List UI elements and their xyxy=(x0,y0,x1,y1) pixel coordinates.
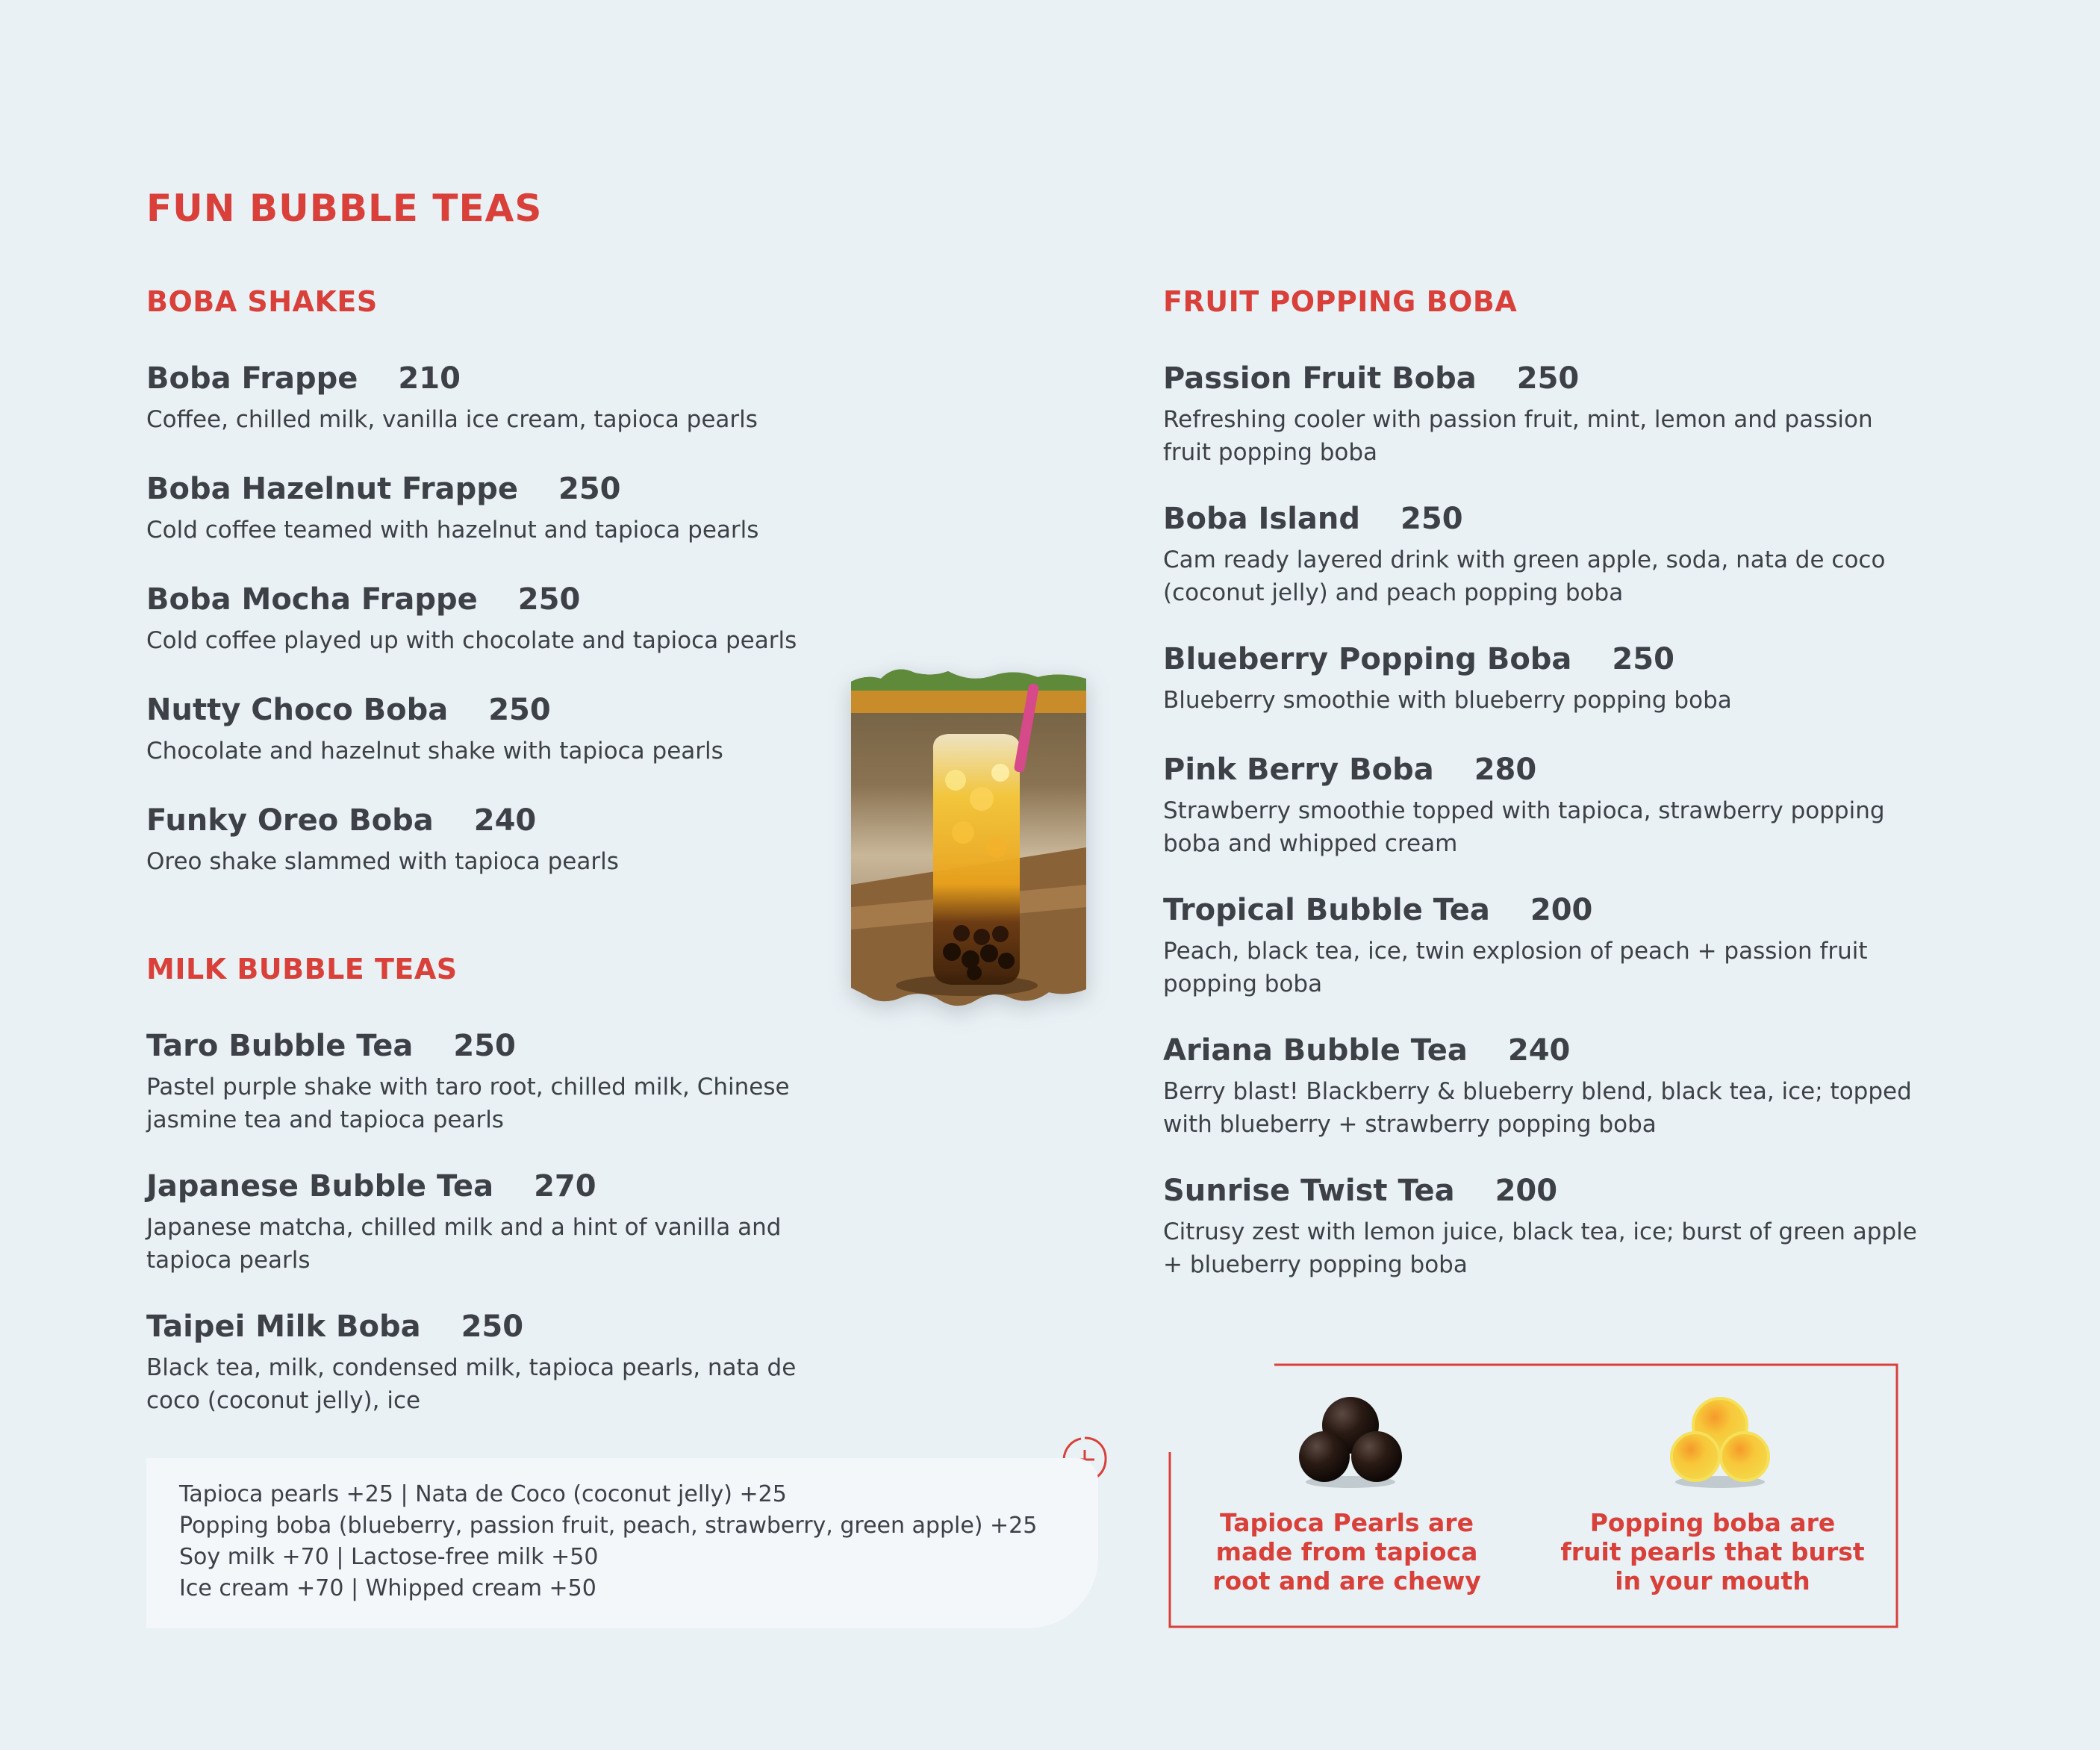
menu-item xyxy=(146,361,818,436)
item-description: Cam ready layered drink with green apple, soda, nata de coco (coconut jelly) and peach popping boba xyxy=(1163,547,1886,606)
menu-item xyxy=(146,1310,818,1417)
menu-item xyxy=(146,1169,818,1277)
item-description: Refreshing cooler with passion fruit, mint, lemon and passion fruit popping boba xyxy=(1163,406,1873,466)
menu-item xyxy=(1163,642,1925,717)
item-name: Pink Berry Boba xyxy=(1163,753,1434,787)
item-description: Blueberry smoothie with blueberry popping boba xyxy=(1163,687,1732,714)
extras-box xyxy=(146,1458,1098,1628)
section-title-milk-bubble-teas: MILK BUBBLE TEAS xyxy=(146,953,458,985)
item-price: 200 xyxy=(1530,893,1593,927)
item-description: Coffee, chilled milk, vanilla ice cream, tapioca pearls xyxy=(146,406,758,433)
menu-item xyxy=(1163,893,1925,1000)
tapioca-caption: Tapioca Pearls are made from tapioca root and are chewy xyxy=(1212,1508,1481,1595)
item-price: 250 xyxy=(461,1310,524,1344)
item-name: Boba Island xyxy=(1163,502,1361,536)
menu-item xyxy=(1163,1174,1925,1281)
item-name: Boba Frappe xyxy=(146,361,358,396)
bubble-tea-photo xyxy=(851,661,1086,1015)
fruit-popping-boba-list xyxy=(1163,361,1925,1314)
item-name: Passion Fruit Boba xyxy=(1163,361,1477,396)
item-name: Boba Mocha Frappe xyxy=(146,582,478,617)
item-description: Japanese matcha, chilled milk and a hint of vanilla and tapioca pearls xyxy=(146,1214,782,1274)
boba-info-box xyxy=(1168,1363,1899,1629)
item-price: 240 xyxy=(1507,1033,1571,1068)
item-description: Strawberry smoothie topped with tapioca, strawberry popping boba and whipped cream xyxy=(1163,797,1885,857)
item-description: Citrusy zest with lemon juice, black tea, ice; burst of green apple + blueberry popping boba xyxy=(1163,1218,1917,1278)
item-price: 200 xyxy=(1495,1174,1558,1208)
menu-item xyxy=(146,582,818,657)
item-price: 240 xyxy=(473,803,537,838)
menu-item xyxy=(146,472,818,547)
item-description: Black tea, milk, condensed milk, tapioca pearls, nata de coco (coconut jelly), ice xyxy=(146,1354,797,1414)
menu-item xyxy=(1163,1033,1925,1141)
popping-boba-caption: Popping boba are fruit pearls that burst in your mouth xyxy=(1560,1508,1865,1595)
menu-item xyxy=(1163,502,1925,609)
boba-shakes-list xyxy=(146,361,818,911)
extras-line: Soy milk +70 | Lactose-free milk +50 xyxy=(179,1544,599,1570)
item-description: Cold coffee teamed with hazelnut and tapioca pearls xyxy=(146,517,759,544)
item-name: Ariana Bubble Tea xyxy=(1163,1033,1468,1068)
item-name: Taro Bubble Tea xyxy=(146,1029,414,1063)
item-name: Funky Oreo Boba xyxy=(146,803,434,838)
item-price: 250 xyxy=(1612,642,1674,676)
tapioca-pearls-icon xyxy=(1294,1394,1406,1491)
item-name: Japanese Bubble Tea xyxy=(146,1169,494,1203)
menu-item xyxy=(1163,753,1925,860)
item-name: Boba Hazelnut Frappe xyxy=(146,472,518,506)
item-price: 250 xyxy=(453,1029,516,1063)
extras-line: Popping boba (blueberry, passion fruit, peach, strawberry, green apple) +25 xyxy=(179,1513,1038,1539)
item-description: Berry blast! Blackberry & blueberry blend, black tea, ice; topped with blueberry + strawberry popping boba xyxy=(1163,1078,1912,1138)
item-price: 280 xyxy=(1474,753,1537,787)
page-title: FUN BUBBLE TEAS xyxy=(146,187,543,230)
item-name: Nutty Choco Boba xyxy=(146,693,449,727)
milk-bubble-teas-list xyxy=(146,1029,818,1450)
item-price: 250 xyxy=(1516,361,1580,396)
item-price: 250 xyxy=(517,582,581,617)
menu-item xyxy=(146,1029,818,1136)
item-description: Oreo shake slammed with tapioca pearls xyxy=(146,848,619,875)
item-description: Peach, black tea, ice, twin explosion of peach + passion fruit popping boba xyxy=(1163,938,1868,997)
menu-item xyxy=(1163,361,1925,469)
item-description: Cold coffee played up with chocolate and tapioca pearls xyxy=(146,627,797,654)
extras-line: Tapioca pearls +25 | Nata de Coco (coconut jelly) +25 xyxy=(179,1481,787,1507)
item-price: 250 xyxy=(558,472,621,506)
item-price: 270 xyxy=(534,1169,596,1203)
menu-item xyxy=(146,803,818,878)
extras-line: Ice cream +70 | Whipped cream +50 xyxy=(179,1575,596,1601)
item-price: 250 xyxy=(488,693,551,727)
item-name: Taipei Milk Boba xyxy=(146,1310,421,1344)
item-name: Tropical Bubble Tea xyxy=(1163,893,1490,927)
section-title-boba-shakes: BOBA SHAKES xyxy=(146,285,378,318)
section-title-fruit-popping-boba: FRUIT POPPING BOBA xyxy=(1163,285,1518,318)
item-description: Chocolate and hazelnut shake with tapioca pearls xyxy=(146,738,723,765)
item-name: Sunrise Twist Tea xyxy=(1163,1174,1455,1208)
item-description: Pastel purple shake with taro root, chilled milk, Chinese jasmine tea and tapioca pearls xyxy=(146,1074,790,1133)
item-name: Blueberry Popping Boba xyxy=(1163,642,1572,676)
menu-item xyxy=(146,693,818,767)
item-price: 250 xyxy=(1400,502,1463,536)
popping-boba-icon xyxy=(1664,1394,1776,1491)
item-price: 210 xyxy=(398,361,461,396)
